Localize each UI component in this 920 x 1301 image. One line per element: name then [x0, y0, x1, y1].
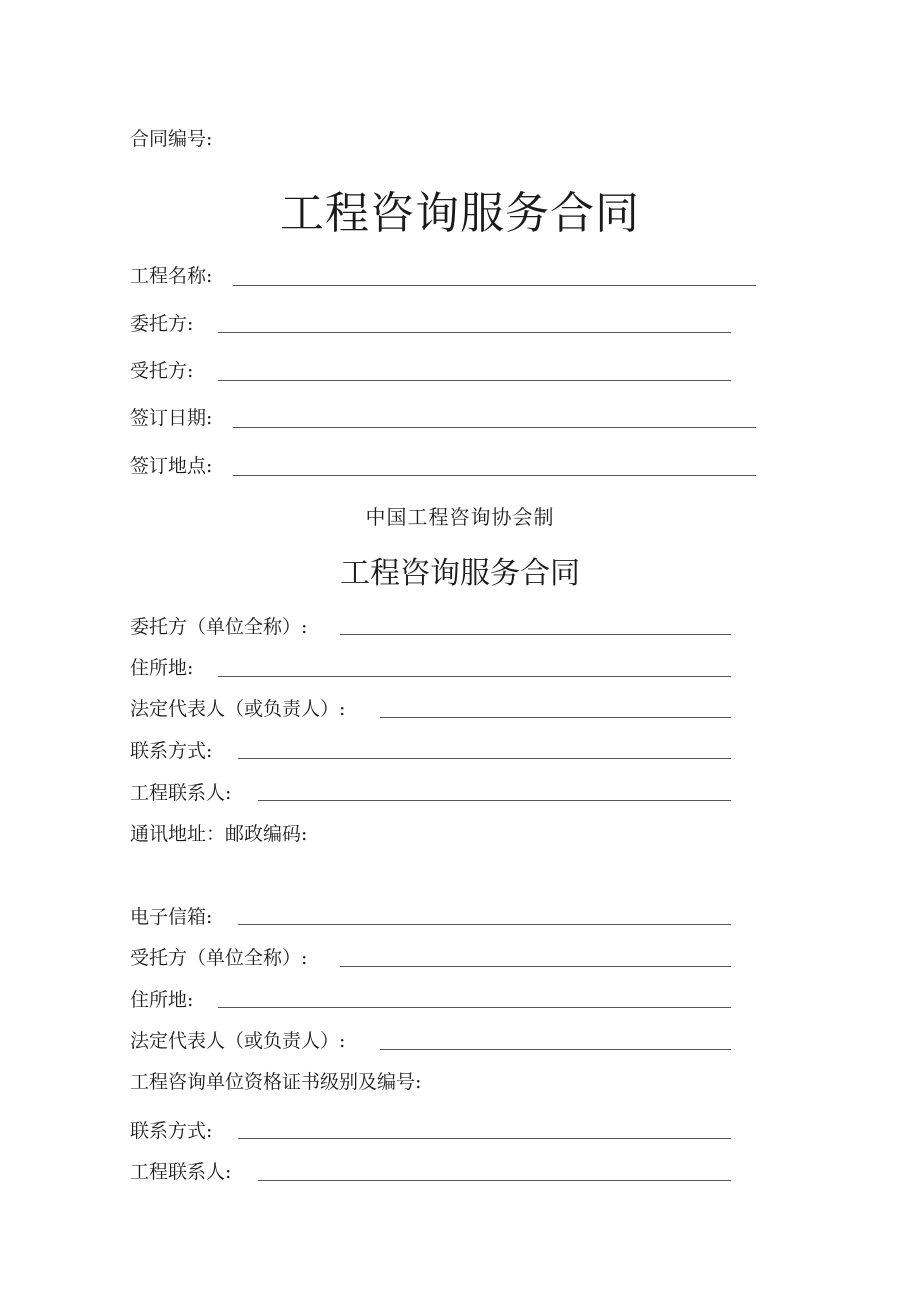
project-name-label: 工程名称: — [130, 265, 213, 287]
client-contact-line[interactable] — [238, 758, 731, 759]
client-address-label: 住所地: — [130, 657, 194, 679]
consultant-legal-rep-line[interactable] — [380, 1049, 731, 1050]
client-project-contact-line[interactable] — [258, 800, 731, 801]
client-address-line[interactable] — [218, 676, 731, 677]
signing-place-label: 签订地点: — [130, 455, 213, 477]
consultant-certificate-label: 工程咨询单位资格证书级别及编号: — [130, 1071, 422, 1093]
cover-title: 工程咨询服务合同 — [280, 188, 640, 239]
client-contact-label: 联系方式: — [130, 740, 213, 762]
consultant-name-line[interactable] — [340, 966, 731, 967]
cover-client-label: 委托方: — [130, 313, 194, 335]
consultant-address-line[interactable] — [218, 1007, 731, 1008]
consultant-legal-rep-label: 法定代表人（或负责人）: — [130, 1030, 346, 1052]
contract-title: 工程咨询服务合同 — [340, 556, 580, 591]
issuer-text: 中国工程咨询协会制 — [365, 505, 555, 529]
client-name-line[interactable] — [340, 634, 731, 635]
consultant-project-contact-line[interactable] — [258, 1180, 731, 1181]
client-email-line[interactable] — [238, 924, 731, 925]
consultant-address-label: 住所地: — [130, 989, 194, 1011]
consultant-contact-line[interactable] — [238, 1138, 731, 1139]
client-legal-rep-label: 法定代表人（或负责人）: — [130, 698, 346, 720]
contract-number-label: 合同编号: — [130, 128, 213, 150]
client-mail-label: 通讯地址：邮政编码: — [130, 823, 308, 845]
signing-date-line[interactable] — [233, 427, 756, 428]
client-project-contact-label: 工程联系人: — [130, 782, 232, 804]
client-name-label: 委托方（单位全称）: — [130, 616, 308, 638]
cover-consultant-line[interactable] — [218, 380, 731, 381]
cover-client-line[interactable] — [218, 332, 731, 333]
consultant-contact-label: 联系方式: — [130, 1120, 213, 1142]
signing-place-line[interactable] — [233, 475, 756, 476]
client-legal-rep-line[interactable] — [380, 717, 731, 718]
consultant-project-contact-label: 工程联系人: — [130, 1161, 232, 1183]
signing-date-label: 签订日期: — [130, 407, 213, 429]
consultant-name-label: 受托方（单位全称）: — [130, 947, 308, 969]
cover-consultant-label: 受托方: — [130, 360, 194, 382]
client-email-label: 电子信箱: — [130, 906, 213, 928]
project-name-line[interactable] — [233, 285, 756, 286]
